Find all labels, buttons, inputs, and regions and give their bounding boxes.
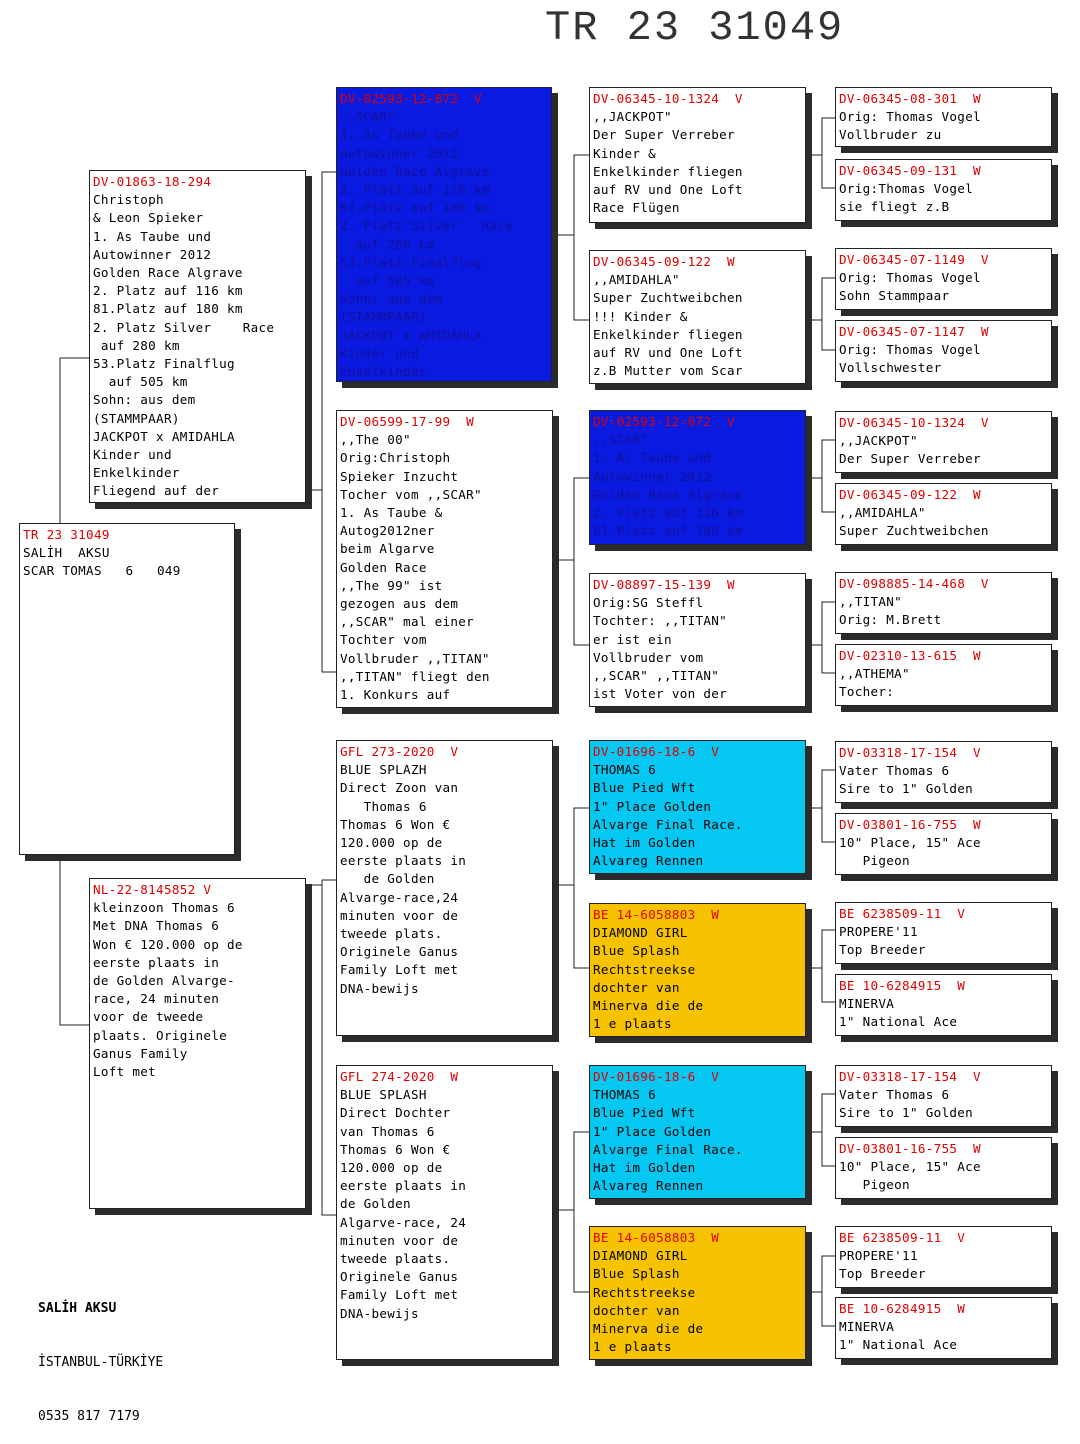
ancestor-ring: DV-03318-17-154 V — [839, 1069, 981, 1084]
great-grandparent-line: ,,AMIDAHLA" — [593, 272, 680, 288]
grandparent-line: auf 280 km — [340, 236, 435, 252]
grandparent-line: gezogen aus dem — [340, 596, 459, 612]
great-grandparent-ring: DV-01696-18-6 V — [593, 744, 720, 759]
sire-line: Kinder und — [93, 447, 172, 463]
ancestor-line: Vollbruder zu — [839, 127, 942, 143]
ancestor-line: Super Zuchtweibchen — [839, 523, 989, 539]
great-grandparent-line: Alvareg Rennen — [593, 1178, 704, 1194]
ancestor-line: ,,ATHEMA" — [839, 666, 910, 682]
ancestor-line: 10" Place, 15" Ace — [839, 1159, 981, 1175]
ancestor-card-5 — [835, 411, 1052, 473]
grandparent-line: Originele Ganus — [340, 944, 459, 960]
great-grandparent-line: auf RV und One Loft — [593, 182, 743, 198]
great-grandparent-card-7 — [589, 1065, 806, 1199]
dam-card — [89, 878, 306, 1209]
ancestor-card-1 — [835, 87, 1052, 147]
dam-line: race, 24 minuten — [93, 991, 220, 1007]
sire-line: auf 505 km — [93, 374, 188, 390]
grandparent-line: DNA-bewijs — [340, 1305, 419, 1321]
ancestor-line: Vater Thomas 6 — [839, 763, 950, 779]
dam-line: Met DNA Thomas 6 — [93, 918, 220, 934]
grandparent-card-1 — [336, 87, 552, 382]
ancestor-card-9 — [835, 741, 1052, 803]
ancestor-line: 10" Place, 15" Ace — [839, 835, 981, 851]
grandparent-line: Alvarge-race,24 — [340, 889, 459, 905]
sire-line: Sohn: aus dem — [93, 392, 196, 408]
ancestor-card-12 — [835, 974, 1052, 1036]
grandparent-line: Orig:Christoph — [340, 450, 451, 466]
grandparent-line: Tochter vom — [340, 632, 427, 648]
great-grandparent-line: dochter van — [593, 979, 680, 995]
sire-line: Fliegend auf der — [93, 483, 220, 499]
ancestor-ring: DV-06345-08-301 W — [839, 91, 981, 106]
great-grandparent-line: 1" Place Golden — [593, 798, 712, 814]
great-grandparent-line: Alvareg Rennen — [593, 853, 704, 869]
grandparent-line: 81.Platz auf 180 km — [340, 200, 490, 216]
grandparent-line: tweede plaats. — [340, 1251, 451, 1267]
dam-line: Loft met — [93, 1064, 157, 1080]
grandparent-ring: GFL 273-2020 V — [340, 744, 459, 759]
sire-line: Christoph — [93, 192, 164, 208]
ancestor-line: ,,JACKPOT" — [839, 433, 918, 449]
ancestor-line: sie fliegt z.B — [839, 199, 950, 215]
great-grandparent-line: 1" Place Golden — [593, 1123, 712, 1139]
grandparent-line: 1. Konkurs auf — [340, 687, 451, 703]
ancestor-line: Orig: Thomas Vogel — [839, 109, 981, 125]
great-grandparent-line: Der Super Verreber — [593, 127, 735, 143]
great-grandparent-ring: DV-08897-15-139 W — [593, 577, 735, 592]
grandparent-line: ,,TITAN" fliegt den — [340, 668, 490, 684]
ancestor-card-7 — [835, 572, 1052, 634]
owner-info — [38, 1264, 163, 1444]
great-grandparent-card-6 — [589, 903, 806, 1037]
grandparent-ring: GFL 274-2020 W — [340, 1069, 459, 1084]
great-grandparent-line: Vollbruder vom — [593, 649, 704, 665]
sire-line: & Leon Spieker — [93, 210, 204, 226]
grandparent-card-4 — [336, 1065, 553, 1360]
dam-line: Ganus Family — [93, 1045, 188, 1061]
ancestor-ring: DV-03318-17-154 V — [839, 745, 981, 760]
grandparent-line: Autowinner 2012 — [340, 145, 459, 161]
great-grandparent-line: Kinder & — [593, 145, 657, 161]
ancestor-ring: BE 10-6284915 W — [839, 978, 966, 993]
sire-line: 81.Platz auf 180 km — [93, 301, 243, 317]
grandparent-line: Family Loft met — [340, 1287, 459, 1303]
grandparent-card-3 — [336, 740, 553, 1036]
sire-line: 53.Platz Finalflug — [93, 356, 235, 372]
ancestor-card-10 — [835, 813, 1052, 875]
grandparent-line: eerste plaats in — [340, 853, 467, 869]
great-grandparent-line: !!! Kinder & — [593, 308, 688, 324]
grandparent-line: Thomas 6 Won € — [340, 1141, 451, 1157]
ancestor-ring: BE 6238509-11 V — [839, 1230, 966, 1245]
pedigree-title: TR 23 31049 — [545, 4, 845, 52]
subject-line: SCAR TOMAS 6 049 — [23, 563, 181, 579]
ancestor-line: PROPERE'11 — [839, 1248, 918, 1264]
ancestor-line: MINERVA — [839, 1319, 895, 1335]
ancestor-ring: DV-03801-16-755 W — [839, 817, 981, 832]
great-grandparent-line: 81.Platz auf 180 km — [593, 523, 743, 539]
ancestor-line: Sohn Stammpaar — [839, 288, 950, 304]
grandparent-line: 120.000 op de — [340, 835, 443, 851]
grandparent-line: 1. As Taube & — [340, 505, 443, 521]
great-grandparent-line: Blue Splash — [593, 1266, 680, 1282]
great-grandparent-line: er ist ein — [593, 631, 672, 647]
great-grandparent-card-4 — [589, 573, 806, 707]
great-grandparent-line: Golden Race Algrave — [593, 486, 743, 502]
ancestor-line: Top Breeder — [839, 1266, 926, 1282]
dam-line: plaats. Originele — [93, 1027, 227, 1043]
grandparent-line: Golden Race — [340, 559, 427, 575]
grandparent-ring: DV-06599-17-99 W — [340, 414, 474, 429]
grandparent-line: Kinder und — [340, 345, 419, 361]
grandparent-line: de Golden — [340, 1196, 411, 1212]
grandparent-card-2 — [336, 410, 553, 708]
grandparent-line: Thomas 6 — [340, 798, 427, 814]
great-grandparent-line: Minerva die de — [593, 998, 704, 1014]
great-grandparent-card-2 — [589, 250, 806, 384]
great-grandparent-line: ,,SCAR" — [593, 432, 649, 448]
dam-line: de Golden Alvarge- — [93, 973, 235, 989]
grandparent-line: ,,The 99" ist — [340, 577, 443, 593]
ancestor-ring: BE 10-6284915 W — [839, 1301, 966, 1316]
sire-line: JACKPOT x AMIDAHLA — [93, 428, 235, 444]
great-grandparent-line: Alvarge Final Race. — [593, 816, 743, 832]
grandparent-line: Direct Dochter — [340, 1105, 451, 1121]
great-grandparent-ring: DV-02593-12-872 V — [593, 414, 735, 429]
sire-line: 2. Platz Silver Race — [93, 319, 275, 335]
subject-line: SALİH AKSU — [23, 545, 110, 561]
great-grandparent-card-8 — [589, 1226, 806, 1360]
great-grandparent-line: Rechtstreekse — [593, 961, 696, 977]
ancestor-ring: DV-06345-09-131 W — [839, 163, 981, 178]
dam-line: kleinzoon Thomas 6 — [93, 900, 235, 916]
grandparent-line: 53.Platz Finalflug — [340, 254, 482, 270]
grandparent-line: BLUE SPLASH — [340, 1087, 427, 1103]
ancestor-card-6 — [835, 483, 1052, 545]
ancestor-line: Orig: Thomas Vogel — [839, 270, 981, 286]
ancestor-card-2 — [835, 159, 1052, 221]
great-grandparent-line: DIAMOND GIRL — [593, 925, 688, 941]
great-grandparent-line: ,,JACKPOT" — [593, 109, 672, 125]
grandparent-line: 120.000 op de — [340, 1160, 443, 1176]
grandparent-line: Direct Zoon van — [340, 780, 459, 796]
grandparent-ring: DV-02593-12-872 V — [340, 91, 482, 106]
ancestor-ring: DV-098885-14-468 V — [839, 576, 989, 591]
ancestor-card-4 — [835, 320, 1052, 382]
great-grandparent-line: ,,SCAR" ,,TITAN" — [593, 668, 720, 684]
great-grandparent-line: Alvarge Final Race. — [593, 1141, 743, 1157]
grandparent-line: JACKPOT x AMIDAHLA — [340, 327, 482, 343]
great-grandparent-card-1 — [589, 87, 806, 223]
grandparent-line: Spieker Inzucht — [340, 468, 459, 484]
ancestor-line: Pigeon — [839, 853, 910, 869]
great-grandparent-line: Super Zuchtweibchen — [593, 290, 743, 306]
great-grandparent-line: THOMAS 6 — [593, 1087, 657, 1103]
great-grandparent-line: z.B Mutter vom Scar — [593, 363, 743, 379]
great-grandparent-line: auf RV und One Loft — [593, 345, 743, 361]
ancestor-ring: DV-02310-13-615 W — [839, 648, 981, 663]
grandparent-line: Originele Ganus — [340, 1269, 459, 1285]
ancestor-card-8 — [835, 644, 1052, 706]
sire-ring: DV-01863-18-294 — [93, 174, 212, 189]
ancestor-line: 1" National Ace — [839, 1337, 958, 1353]
grandparent-line: auf 505 km — [340, 273, 435, 289]
ancestor-line: Orig: Thomas Vogel — [839, 342, 981, 358]
ancestor-ring: BE 6238509-11 V — [839, 906, 966, 921]
grandparent-line: van Thomas 6 — [340, 1123, 435, 1139]
ancestor-ring: DV-06345-07-1149 V — [839, 252, 989, 267]
sire-line: Golden Race Algrave — [93, 265, 243, 281]
great-grandparent-line: Blue Pied Wft — [593, 1105, 696, 1121]
grandparent-line: Family Loft met — [340, 962, 459, 978]
great-grandparent-ring: DV-06345-10-1324 V — [593, 91, 743, 106]
great-grandparent-card-3 — [589, 410, 806, 545]
great-grandparent-line: dochter van — [593, 1302, 680, 1318]
ancestor-card-13 — [835, 1065, 1052, 1127]
dam-line: eerste plaats in — [93, 954, 220, 970]
grandparent-line: Thomas 6 Won € — [340, 816, 451, 832]
ancestor-line: 1" National Ace — [839, 1014, 958, 1030]
great-grandparent-line: 1 e plaats — [593, 1016, 672, 1032]
sire-line: 2. Platz auf 116 km — [93, 283, 243, 299]
ancestor-ring: DV-06345-10-1324 V — [839, 415, 989, 430]
grandparent-line: Golden Race Algrave — [340, 163, 490, 179]
grandparent-line: Tocher vom ,,SCAR" — [340, 486, 482, 502]
grandparent-line: tweede plats. — [340, 926, 443, 942]
grandparent-line: 2. Platz auf 116 km — [340, 182, 490, 198]
subject-card — [19, 523, 235, 855]
grandparent-line: 2. Platz Silver Race — [340, 218, 514, 234]
grandparent-line: Algarve-race, 24 — [340, 1214, 467, 1230]
ancestor-card-15 — [835, 1226, 1052, 1288]
great-grandparent-line: Orig:SG Steffl — [593, 595, 704, 611]
grandparent-line: 1. As Taube und — [340, 127, 459, 143]
grandparent-line: beim Algarve — [340, 541, 435, 557]
great-grandparent-line: 1 e plaats — [593, 1339, 672, 1355]
owner-phone: 0535 817 7179 — [38, 1409, 140, 1424]
great-grandparent-line: Tochter: ,,TITAN" — [593, 613, 727, 629]
dam-line: voor de tweede — [93, 1009, 204, 1025]
ancestor-line: Tocher: — [839, 684, 895, 700]
great-grandparent-line: Rechtstreekse — [593, 1284, 696, 1300]
great-grandparent-line: Autowinner 2012 — [593, 468, 712, 484]
dam-line: Won € 120.000 op de — [93, 936, 243, 952]
sire-line: 1. As Taube und — [93, 228, 212, 244]
great-grandparent-line: THOMAS 6 — [593, 762, 657, 778]
ancestor-line: ,,TITAN" — [839, 594, 903, 610]
great-grandparent-line: 1. As Taube und — [593, 450, 712, 466]
grandparent-line: eerste plaats in — [340, 1178, 467, 1194]
ancestor-line: PROPERE'11 — [839, 924, 918, 940]
ancestor-line: Sire to 1" Golden — [839, 781, 973, 797]
ancestor-ring: DV-06345-09-122 W — [839, 487, 981, 502]
subject-ring: TR 23 31049 — [23, 527, 110, 542]
grandparent-line: ,,SCAR" — [340, 109, 396, 125]
great-grandparent-card-5 — [589, 740, 806, 874]
sire-line: auf 280 km — [93, 337, 180, 353]
great-grandparent-ring: BE 14-6058803 W — [593, 907, 720, 922]
great-grandparent-line: Hat im Golden — [593, 835, 696, 851]
great-grandparent-line: 2. Platz auf 116 km — [593, 505, 743, 521]
sire-line: Autowinner 2012 — [93, 246, 212, 262]
sire-card — [89, 170, 306, 503]
ancestor-card-14 — [835, 1137, 1052, 1199]
great-grandparent-line: DIAMOND GIRL — [593, 1248, 688, 1264]
great-grandparent-line: Minerva die de — [593, 1321, 704, 1337]
grandparent-line: DNA-bewijs — [340, 980, 419, 996]
great-grandparent-line: Blue Splash — [593, 943, 680, 959]
grandparent-line: Vollbruder ,,TITAN" — [340, 650, 490, 666]
ancestor-line: Der Super Verreber — [839, 451, 981, 467]
great-grandparent-line: Blue Pied Wft — [593, 780, 696, 796]
great-grandparent-ring: DV-01696-18-6 V — [593, 1069, 720, 1084]
grandparent-line: (STAMMPAAR) — [340, 309, 427, 325]
ancestor-card-16 — [835, 1297, 1052, 1359]
sire-line: (STAMMPAAR) — [93, 410, 180, 426]
ancestor-line: Vollschwester — [839, 360, 942, 376]
grandparent-line: BLUE SPLAZH — [340, 762, 427, 778]
ancestor-card-11 — [835, 902, 1052, 964]
ancestor-line: Sire to 1" Golden — [839, 1105, 973, 1121]
owner-name: SALİH AKSU — [38, 1301, 117, 1316]
great-grandparent-line: ist Voter von der — [593, 686, 727, 702]
ancestor-line: Top Breeder — [839, 942, 926, 958]
ancestor-line: MINERVA — [839, 996, 895, 1012]
ancestor-card-3 — [835, 248, 1052, 310]
great-grandparent-line: Hat im Golden — [593, 1160, 696, 1176]
dam-ring: NL-22-8145852 V — [93, 882, 212, 897]
grandparent-line: minuten voor de — [340, 1232, 459, 1248]
grandparent-line: de Golden — [340, 871, 435, 887]
ancestor-line: ,,AMIDAHLA" — [839, 505, 926, 521]
ancestor-ring: DV-03801-16-755 W — [839, 1141, 981, 1156]
great-grandparent-line: Race Flügen — [593, 200, 680, 216]
grandparent-line: minuten voor de — [340, 907, 459, 923]
ancestor-line: Orig: M.Brett — [839, 612, 942, 628]
ancestor-line: Orig:Thomas Vogel — [839, 181, 973, 197]
ancestor-line: Vater Thomas 6 — [839, 1087, 950, 1103]
grandparent-line: ,,The 00" — [340, 432, 411, 448]
ancestor-line: Pigeon — [839, 1177, 910, 1193]
great-grandparent-line: Enkelkinder fliegen — [593, 163, 743, 179]
great-grandparent-ring: DV-06345-09-122 W — [593, 254, 735, 269]
great-grandparent-ring: BE 14-6058803 W — [593, 1230, 720, 1245]
grandparent-line: ,,SCAR" mal einer — [340, 614, 474, 630]
great-grandparent-line: Enkelkinder fliegen — [593, 326, 743, 342]
ancestor-ring: DV-06345-07-1147 W — [839, 324, 989, 339]
grandparent-line: Enkelkinder — [340, 364, 427, 380]
sire-line: Enkelkinder — [93, 465, 180, 481]
owner-city: İSTANBUL-TÜRKİYE — [38, 1355, 164, 1370]
grandparent-line: Sohn: aus dem — [340, 291, 443, 307]
grandparent-line: Autog2012ner — [340, 523, 435, 539]
